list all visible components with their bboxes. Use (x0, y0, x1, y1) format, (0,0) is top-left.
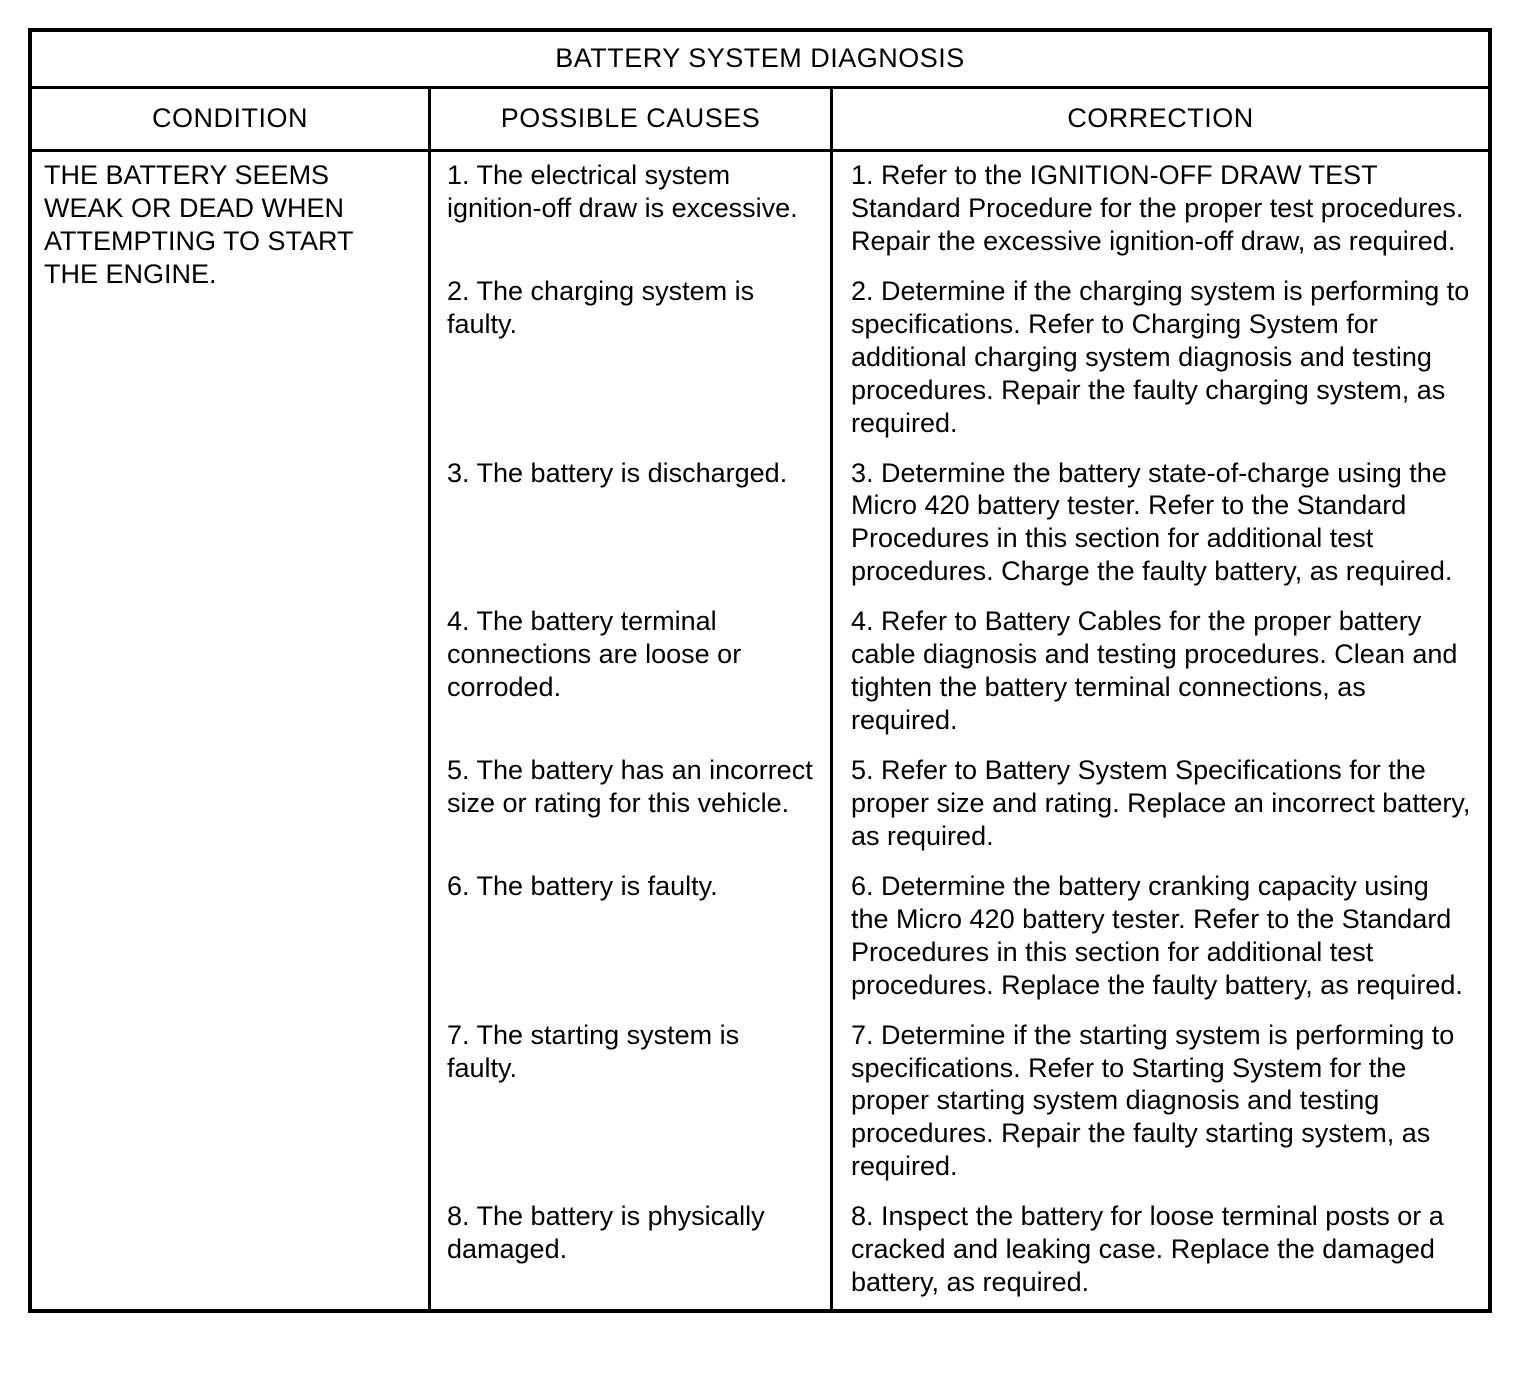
correction-cell-4: 4. Refer to Battery Cables for the proper battery cable diagnosis and testing procedures. Clean and tighten the battery terminal connections, as required. (830, 598, 1488, 747)
correction-cell-1: 1. Refer to the IGNITION-OFF DRAW TEST Standard Procedure for the proper test procedures. Repair the excessive ignition-off draw, as required. (830, 152, 1488, 268)
header-correction: CORRECTION (830, 89, 1488, 149)
header-condition: CONDITION (152, 103, 308, 133)
header-possible-causes: POSSIBLE CAUSES (428, 89, 830, 149)
table-body (32, 152, 1488, 1309)
correction-cell-3: 3. Determine the battery state-of-charge using the Micro 420 battery tester. Refer to the Standard Procedures in this section for additional test procedures. Charge the faulty battery, as required. (830, 450, 1488, 599)
correction-cell-6: 6. Determine the battery cranking capacity using the Micro 420 battery tester. Refer to the Standard Procedures in this section for additional test procedures. Replace the faulty battery, as required. (830, 863, 1488, 1012)
cause-cell-3: 3. The battery is discharged. (428, 450, 830, 599)
cause-cell-2: 2. The charging system is faulty. (428, 268, 830, 450)
cause-cell-4: 4. The battery terminal connections are loose or corroded. (428, 598, 830, 747)
cause-cell-8: 8. The battery is physically damaged. (428, 1193, 830, 1309)
correction-cell-2: 2. Determine if the charging system is performing to specifications. Refer to Charging System for additional charging system diagnosis and testing procedures. Repair the faulty charging system, as required. (830, 268, 1488, 450)
cause-cell-1: 1. The electrical system ignition-off draw is excessive. (428, 152, 830, 268)
cause-cell-6: 6. The battery is faulty. (428, 863, 830, 1012)
correction-cell-7: 7. Determine if the starting system is performing to specifications. Refer to Starting System for the proper starting system diagnosis and testing procedures. Repair the faulty starting system, as required. (830, 1012, 1488, 1194)
correction-cell-8: 8. Inspect the battery for loose terminal posts or a cracked and leaking case. Replace the damaged battery, as required. (830, 1193, 1488, 1309)
cause-cell-5: 5. The battery has an incorrect size or rating for this vehicle. (428, 747, 830, 863)
correction-cell-5: 5. Refer to Battery System Specifications for the proper size and rating. Replace an incorrect battery, as required. (830, 747, 1488, 863)
table-header-row (32, 89, 1488, 152)
condition-cell: THE BATTERY SEEMS WEAK OR DEAD WHEN ATTEMPTING TO START THE ENGINE. (44, 160, 354, 289)
table-title: BATTERY SYSTEM DIAGNOSIS (32, 32, 1488, 89)
diagnosis-table (28, 28, 1492, 1313)
cause-cell-7: 7. The starting system is faulty. (428, 1012, 830, 1194)
